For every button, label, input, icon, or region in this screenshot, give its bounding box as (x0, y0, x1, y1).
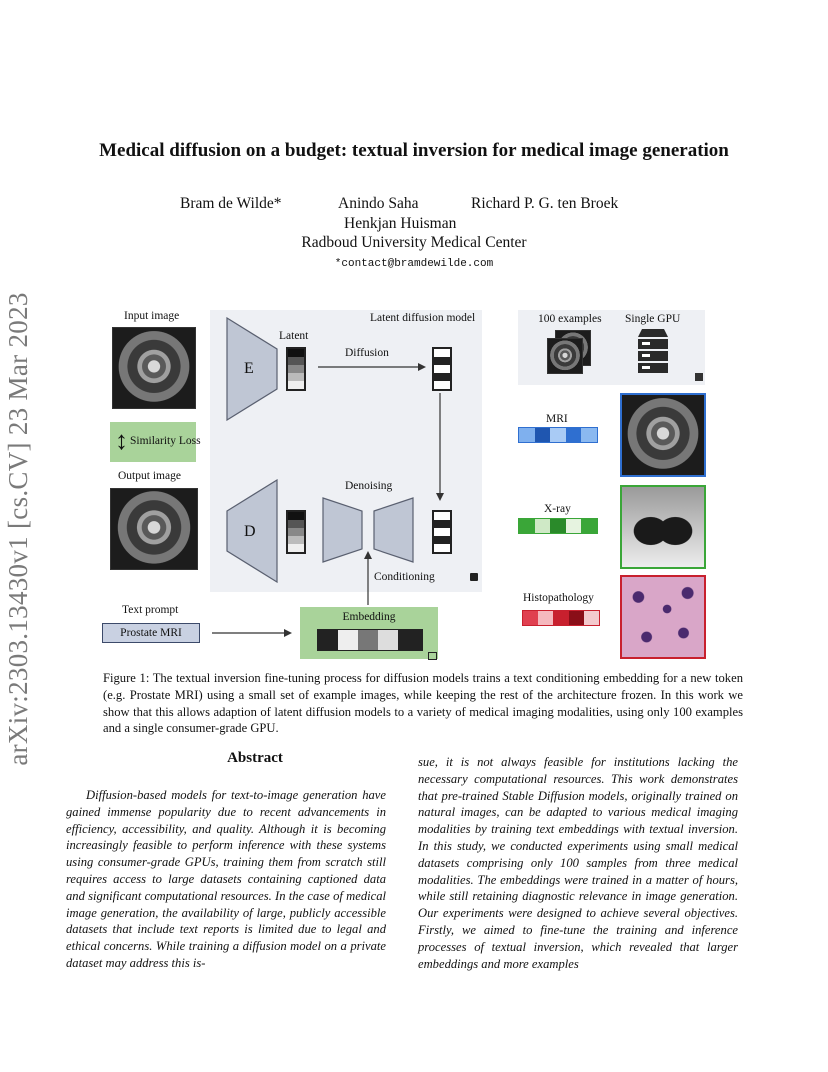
abstract-heading: Abstract (227, 750, 283, 766)
affiliation: Radboud University Medical Center (301, 234, 527, 251)
abstract-text-right-column: sue, it is not always feasible for institutions lacking the necessary computational resources. This work demonstrates that pre-trained Stable Diffusion models, originally trained on natural images, can be adapted to various medical imaging modalities by training text embeddings with textual inversion. In this study, we conducted experiments using small medical datasets comprising only 100 samples from three medical modalities. The embeddings were trained in a matter of hours, while still retaining diagnostic relevance in image generation. Our experiments were designed to achieve several objectives. Firstly, we aimed to fine-tune the training and inference processes of textual inversion, which revealed that larger embeddings and more examples (418, 755, 738, 971)
histo-sample-image (620, 575, 706, 659)
modality-histo-label: Histopathology (523, 592, 594, 604)
output-mri-image (110, 488, 198, 570)
conditioning-arrow-icon (362, 551, 374, 607)
denoising-label: Denoising (345, 480, 393, 492)
author-2: Anindo Saha (338, 195, 419, 212)
author-4: Henkjan Huisman (344, 215, 457, 232)
arxiv-stamp: arXiv:2303.13430v1 [cs.CV] 23 Mar 2023 (3, 292, 33, 766)
checkmark-icon (695, 373, 703, 381)
input-mri-image (112, 327, 196, 409)
similarity-loss-box (110, 422, 201, 462)
xray-sample-image (620, 485, 706, 569)
author-1: Bram de Wilde* (180, 195, 282, 212)
input-image-label: Input image (124, 310, 180, 322)
prompt-arrow-icon (212, 627, 294, 639)
gpu-label: Single GPU (625, 313, 681, 325)
embedding-token-bar (317, 629, 423, 651)
mri-token-bar (518, 427, 598, 443)
latent-stack-noisy (432, 347, 452, 391)
encoder-letter: E (244, 360, 254, 377)
paper-title: Medical diffusion on a budget: textual inversion for medical image generation (99, 140, 729, 161)
down-arrow-icon (434, 393, 446, 503)
modality-mri-label: MRI (546, 413, 568, 425)
latent-diffusion-model-label: Latent diffusion model (370, 312, 476, 324)
figure-caption: Figure 1: The textual inversion fine-tuning process for diffusion models trains a text conditioning embedding for a new token (e.g. Prostate MRI) using a small set of example images, while keeping the rest of the architecture frozen. In this work we show that this allows adaption of latent diffusion models to a variety of medical imaging modalities, using only 100 examples and a single consumer-grade GPU. (103, 671, 743, 736)
latent-stack-noisy-2 (432, 510, 452, 554)
latent-label: Latent (279, 330, 309, 342)
prompt-box: Prostate MRI (102, 623, 200, 643)
examples-label: 100 examples (538, 313, 602, 325)
similarity-loss-label: Similarity Loss (130, 435, 201, 447)
double-arrow-icon: ↕ (115, 426, 128, 455)
latent-stack-clean (286, 347, 306, 391)
latent-stack-denoised (286, 510, 306, 554)
decoder-letter: D (244, 523, 256, 540)
server-icon (638, 329, 668, 375)
histo-token-bar (522, 610, 600, 626)
example-stack-image-front (547, 338, 583, 374)
contact-email: *contact@bramdewilde.com (334, 258, 494, 270)
figure-1 (100, 305, 715, 660)
embedding-label: Embedding (342, 611, 396, 623)
embedding-box (300, 607, 438, 659)
xray-token-bar (518, 518, 598, 534)
output-image-label: Output image (118, 470, 181, 482)
diffusion-arrow-icon (316, 361, 428, 373)
lock-icon (470, 573, 478, 581)
unlock-icon (428, 652, 437, 660)
abstract-text-left-column: Diffusion-based models for text-to-image generation have gained immense popularity due to recent advancements in efficiency, accessibility, and quality. Although it is becoming increasingly feasible to perform inference with these systems using consumer-grade GPUs, training them from scratch still requires access to large datasets containing captioned data and significant computational resources. In the case of medical image generation, the availability of large, publicly accessible datasets that include text reports is limited due to legal and ethical concerns. While training a diffusion model on a private dataset may address this is- (66, 788, 386, 970)
modality-xray-label: X-ray (544, 503, 571, 515)
conditioning-label: Conditioning (374, 571, 435, 583)
diffusion-label: Diffusion (345, 347, 389, 359)
text-prompt-label: Text prompt (122, 604, 179, 616)
mri-sample-image (620, 393, 706, 477)
author-3: Richard P. G. ten Broek (471, 195, 619, 212)
